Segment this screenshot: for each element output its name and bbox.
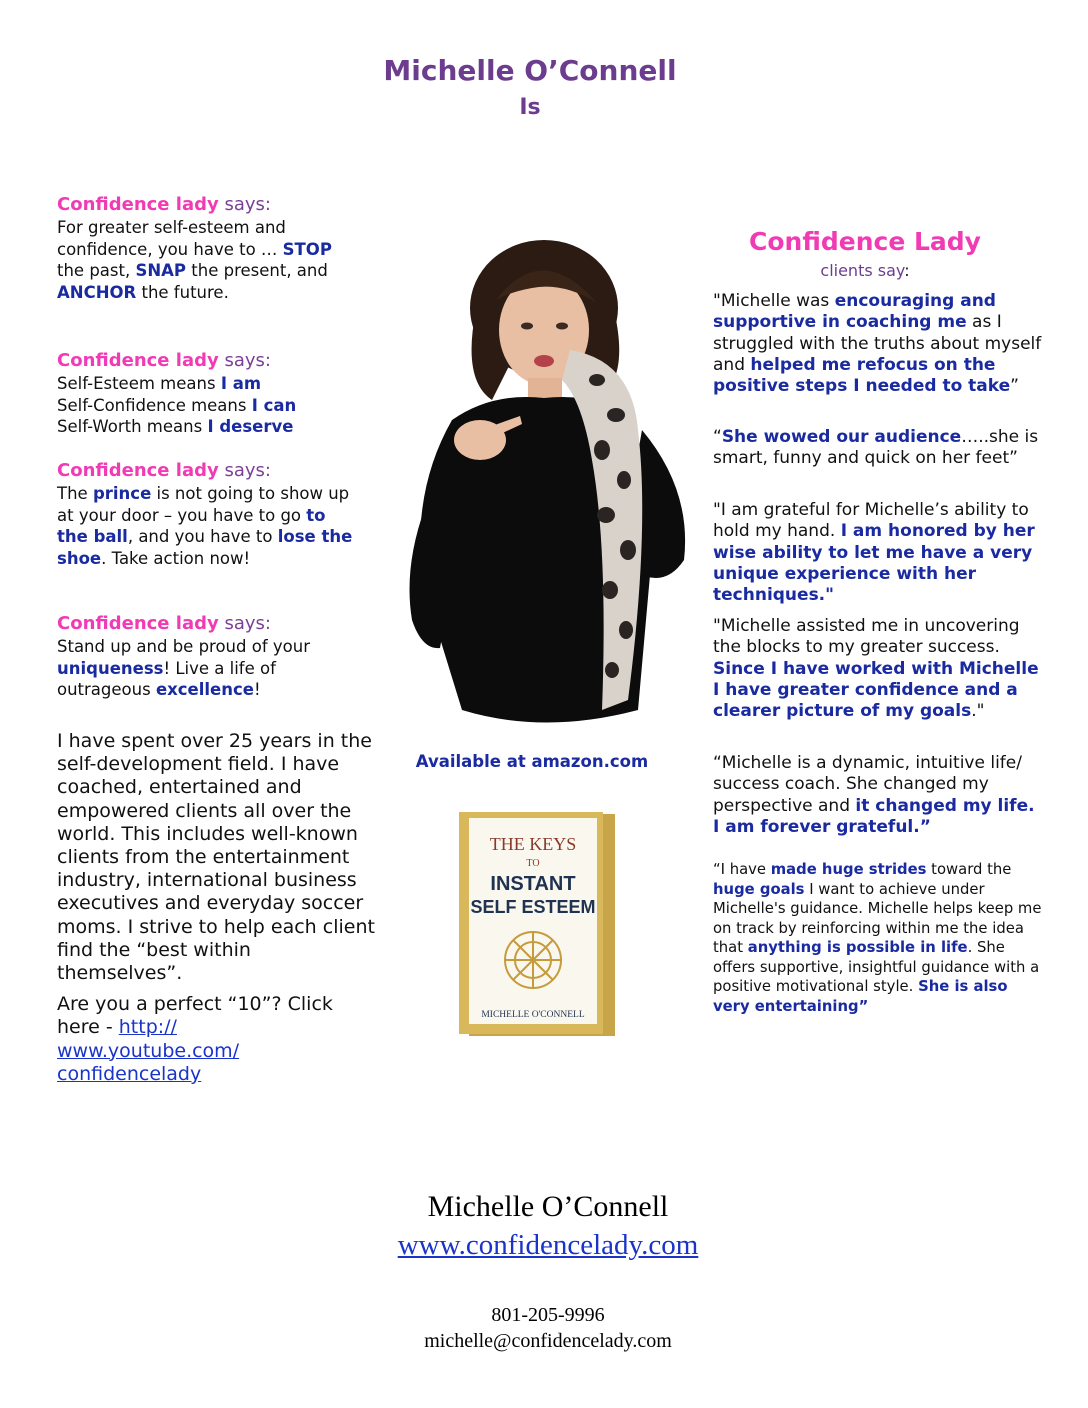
- emphasis-text: I am honored by her wise ability to let me have a very unique experience with her techniques.": [713, 521, 1035, 606]
- youtube-link-part3: confidencelady: [57, 1062, 202, 1085]
- says-colon: :: [264, 613, 271, 634]
- footer-email: michelle@confidencelady.com: [424, 1330, 672, 1352]
- emphasis-text: made huge strides: [770, 861, 927, 878]
- emphasis-text: SNAP: [135, 261, 187, 280]
- says-brand: Confidence lady: [57, 460, 219, 481]
- testimonial-1: [713, 291, 1043, 397]
- says-colon: :: [264, 350, 271, 371]
- page-title: Michelle O’Connell: [383, 54, 677, 87]
- emphasis-text: STOP: [282, 239, 332, 259]
- book-title-4: SELF ESTEEM: [470, 897, 596, 917]
- says-text: [57, 483, 353, 569]
- bio-paragraph: I have spent over 25 years in the self-development field. I have coached, entertained and empowered clients all over the world. This includes well-known clients from the entertainment industry, international business executives and everyday soccer moms. I strive to help each client find the “best within themselves”.: [57, 730, 375, 985]
- bio-cta: [57, 993, 377, 1086]
- says-block-1: [57, 193, 357, 303]
- body-text: I want to achieve under Michelle's guidance. Michelle helps keep me on track by reinforcing within me the idea that: [713, 880, 1042, 956]
- says-title: [57, 612, 347, 636]
- emphasis-text: it changed my life. I am forever grateful.”: [713, 795, 1035, 837]
- testimonial-6: [713, 860, 1043, 1016]
- youtube-link-part2: www.youtube.com/: [57, 1039, 240, 1062]
- website-link[interactable]: www.confidencelady.com: [397, 1229, 699, 1261]
- body-text: the present, and: [186, 261, 328, 280]
- emphasis-text: ANCHOR: [57, 282, 137, 302]
- emphasis-text: prince: [92, 484, 152, 503]
- body-text: .": [971, 701, 985, 722]
- emphasis-text: lose the shoe: [57, 527, 353, 568]
- body-text: . Take action now!: [101, 548, 251, 568]
- emphasis-text: encouraging and supportive in coaching me: [713, 291, 996, 333]
- says-brand: Confidence lady: [57, 350, 219, 371]
- says-block-4: [57, 612, 347, 701]
- clients-subtitle-text: clients say: [820, 261, 905, 280]
- says-word: says: [224, 350, 265, 371]
- body-text: …..she is smart, funny and quick on her feet”: [713, 427, 1039, 469]
- emphasis-text: I can: [251, 395, 297, 415]
- body-text: the past,: [57, 261, 136, 280]
- testimonial-2: [713, 427, 1043, 470]
- body-text: toward the: [926, 861, 1012, 878]
- emphasis-text: uniqueness: [57, 658, 164, 678]
- emphasis-text: She is also very entertaining”: [713, 978, 1008, 1015]
- book-author: MICHELLE O'CONNELL: [481, 1010, 585, 1020]
- emphasis-text: excellence: [155, 680, 254, 699]
- book-title-3: INSTANT: [490, 873, 576, 895]
- body-text: , and you have to: [127, 527, 278, 546]
- portrait-photo: [392, 230, 692, 745]
- emphasis-text: anything is possible in life: [747, 939, 968, 956]
- clients-subtitle: [700, 261, 1030, 280]
- clients-subtitle-colon: :: [904, 261, 910, 280]
- body-text: is not going to show up at your door – you have to go: [57, 484, 350, 525]
- body-text: The: [57, 484, 93, 503]
- says-block-3: [57, 459, 353, 569]
- says-colon: :: [264, 194, 271, 215]
- body-text: For greater self-esteem and confidence, you have to …: [57, 218, 286, 259]
- bio-section: [57, 730, 377, 1094]
- body-text: as I struggled with the truths about myself and: [713, 312, 1042, 375]
- body-text: ”: [1010, 376, 1019, 397]
- body-text: Stand up and be proud of your: [57, 637, 310, 656]
- body-text: "I am grateful for Michelle’s ability to hold my hand.: [713, 500, 1029, 542]
- body-text: Self-Confidence means: [57, 395, 252, 415]
- says-colon: :: [264, 460, 271, 481]
- emphasis-text: She wowed our audience: [721, 427, 962, 447]
- body-text: the future.: [136, 282, 229, 302]
- body-text: "Michelle assisted me in uncovering the blocks to my greater success.: [713, 616, 1020, 658]
- says-text: [57, 636, 347, 701]
- book-title-1: THE KEYS: [489, 834, 577, 854]
- clients-title: Confidence Lady: [749, 227, 981, 256]
- body-text: . She offers supportive, insightful guidance with a positive motivational style.: [713, 939, 1040, 995]
- emphasis-text: I am: [220, 374, 262, 393]
- book-title-2: TO: [526, 858, 540, 869]
- body-text: “Michelle is a dynamic, intuitive life/ success coach. She changed my perspective and: [713, 753, 1022, 816]
- footer-name: Michelle O’Connell: [427, 1190, 669, 1223]
- testimonial-5: [713, 753, 1043, 838]
- emphasis-text: to the ball: [57, 505, 326, 546]
- book-cover-image: [455, 810, 620, 1040]
- says-word: says: [224, 460, 265, 481]
- footer-phone: 801-205-9996: [491, 1304, 605, 1326]
- says-brand: Confidence lady: [57, 613, 219, 634]
- says-word: says: [224, 613, 265, 634]
- body-text: Self-Esteem means: [57, 374, 221, 393]
- bio-cta-text: Are you a perfect “10”? Click here -: [57, 993, 333, 1039]
- says-brand: Confidence lady: [57, 194, 219, 215]
- says-title: [57, 349, 357, 373]
- body-text: “: [713, 427, 722, 447]
- says-word: says: [224, 194, 265, 215]
- body-text: !: [253, 680, 261, 699]
- says-text: [57, 373, 357, 438]
- testimonial-4: [713, 616, 1043, 722]
- body-text: "Michelle was: [713, 291, 835, 311]
- says-block-2: [57, 349, 357, 438]
- emphasis-text: huge goals: [713, 880, 805, 898]
- body-text: ! Live a life of outrageous: [57, 658, 276, 699]
- amazon-availability: Available at amazon.com: [415, 752, 649, 771]
- youtube-link-part1: http://: [118, 1016, 177, 1039]
- says-text: [57, 217, 357, 303]
- body-text: “I have: [713, 861, 771, 878]
- says-title: [57, 459, 353, 483]
- says-title: [57, 193, 357, 217]
- testimonial-3: [713, 500, 1043, 606]
- emphasis-text: I deserve: [207, 417, 294, 436]
- keys-illustration: [505, 932, 561, 988]
- emphasis-text: helped me refocus on the positive steps I needed to take: [713, 354, 1011, 397]
- body-text: Self-Worth means: [57, 417, 208, 436]
- emphasis-text: Since I have worked with Michelle I have greater confidence and a clearer picture of my goals: [713, 658, 1039, 722]
- page-subtitle: Is: [519, 95, 541, 120]
